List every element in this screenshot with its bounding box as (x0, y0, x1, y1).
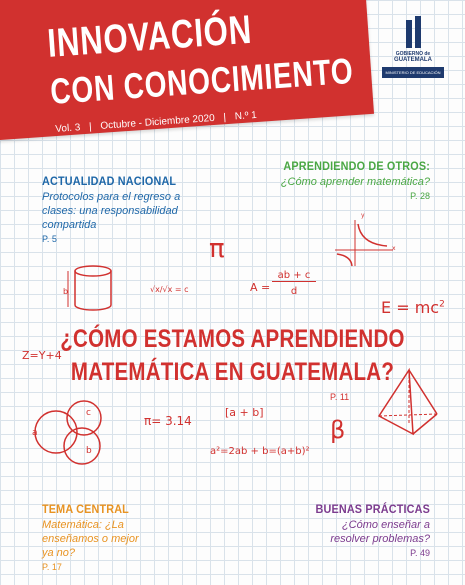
fraction-lhs: A = (250, 281, 271, 294)
section-actualidad[interactable] (42, 174, 212, 244)
section-title: BUENAS PRÁCTICAS (315, 502, 430, 516)
section-page: P. 49 (410, 548, 430, 558)
issue-info: Vol. 3 | Octubre - Diciembre 2020 | N.º 1 (55, 109, 258, 135)
venn-label-c: c (86, 408, 91, 418)
beta-doodle: β (330, 416, 346, 444)
pi-value-doodle: π= 3.14 (144, 414, 192, 428)
equation-doodle: Z=Y+4 (22, 349, 62, 362)
section-title: APRENDIENDO DE OTROS: (283, 159, 430, 173)
headline-line2: MATEMÁTICA EN GUATEMALA? (70, 358, 395, 386)
logo-bars-icon (382, 20, 444, 48)
magazine-title-line1: INNOVACIÓN (46, 7, 254, 66)
cylinder-label: b (63, 287, 69, 296)
section-tema-central[interactable] (42, 502, 212, 572)
magazine-title-line2: CON CONOCIMIENTO (49, 49, 355, 112)
logo-line3: MINISTERIO DE EDUCACIÓN (382, 67, 444, 78)
section-subtitle: ¿Cómo aprender matemática? (280, 176, 430, 188)
venn-label-a: a (32, 428, 38, 438)
section-title: TEMA CENTRAL (42, 502, 129, 516)
logo-line2: GUATEMALA (394, 57, 432, 63)
section-aprendiendo[interactable] (250, 159, 430, 201)
ab-bracket-doodle: [a + b] (225, 406, 264, 419)
graph-y-label: y (361, 212, 365, 219)
headline-page: P. 11 (330, 392, 350, 402)
section-subtitle: Matemática: ¿La enseñamos o mejor ya no? (42, 519, 139, 559)
logo-line1: GOBIERNO de (395, 51, 431, 57)
venn-label-b: b (86, 446, 92, 456)
period: Octubre - Diciembre 2020 (100, 112, 216, 132)
pi-doodle: π (209, 234, 225, 264)
volume: Vol. 3 (55, 122, 81, 135)
cylinder-doodle (63, 265, 123, 315)
main-headline[interactable] (42, 323, 423, 389)
expansion-doodle: a²=2ab + b=(a+b)² (210, 446, 310, 457)
hyperbola-graph-doodle (335, 218, 395, 268)
ministry-logo (382, 20, 444, 78)
section-subtitle: Protocolos para el regreso a clases: una responsabilidad compartida (42, 191, 181, 231)
graph-x-label: x (392, 245, 396, 252)
issue-number: N.º 1 (234, 109, 258, 123)
section-title: ACTUALIDAD NACIONAL (42, 174, 177, 188)
section-subtitle: ¿Cómo enseñar a resolver problemas? (330, 519, 430, 545)
section-page: P. 17 (42, 562, 62, 572)
pyramid-doodle (373, 368, 443, 438)
sqrt-doodle: √x/√x = c (150, 285, 189, 294)
section-page: P. 5 (42, 234, 57, 244)
venn-diagram-doodle (28, 400, 118, 470)
emc2-doodle: $E = mc^2$ (381, 298, 445, 317)
fraction-denominator: d (290, 286, 298, 297)
section-page: P. 28 (410, 191, 430, 201)
headline-line1: ¿CÓMO ESTAMOS APRENDIENDO (60, 325, 405, 353)
section-buenas-practicas[interactable] (290, 502, 430, 558)
fraction-numerator: ab + c (272, 270, 316, 282)
